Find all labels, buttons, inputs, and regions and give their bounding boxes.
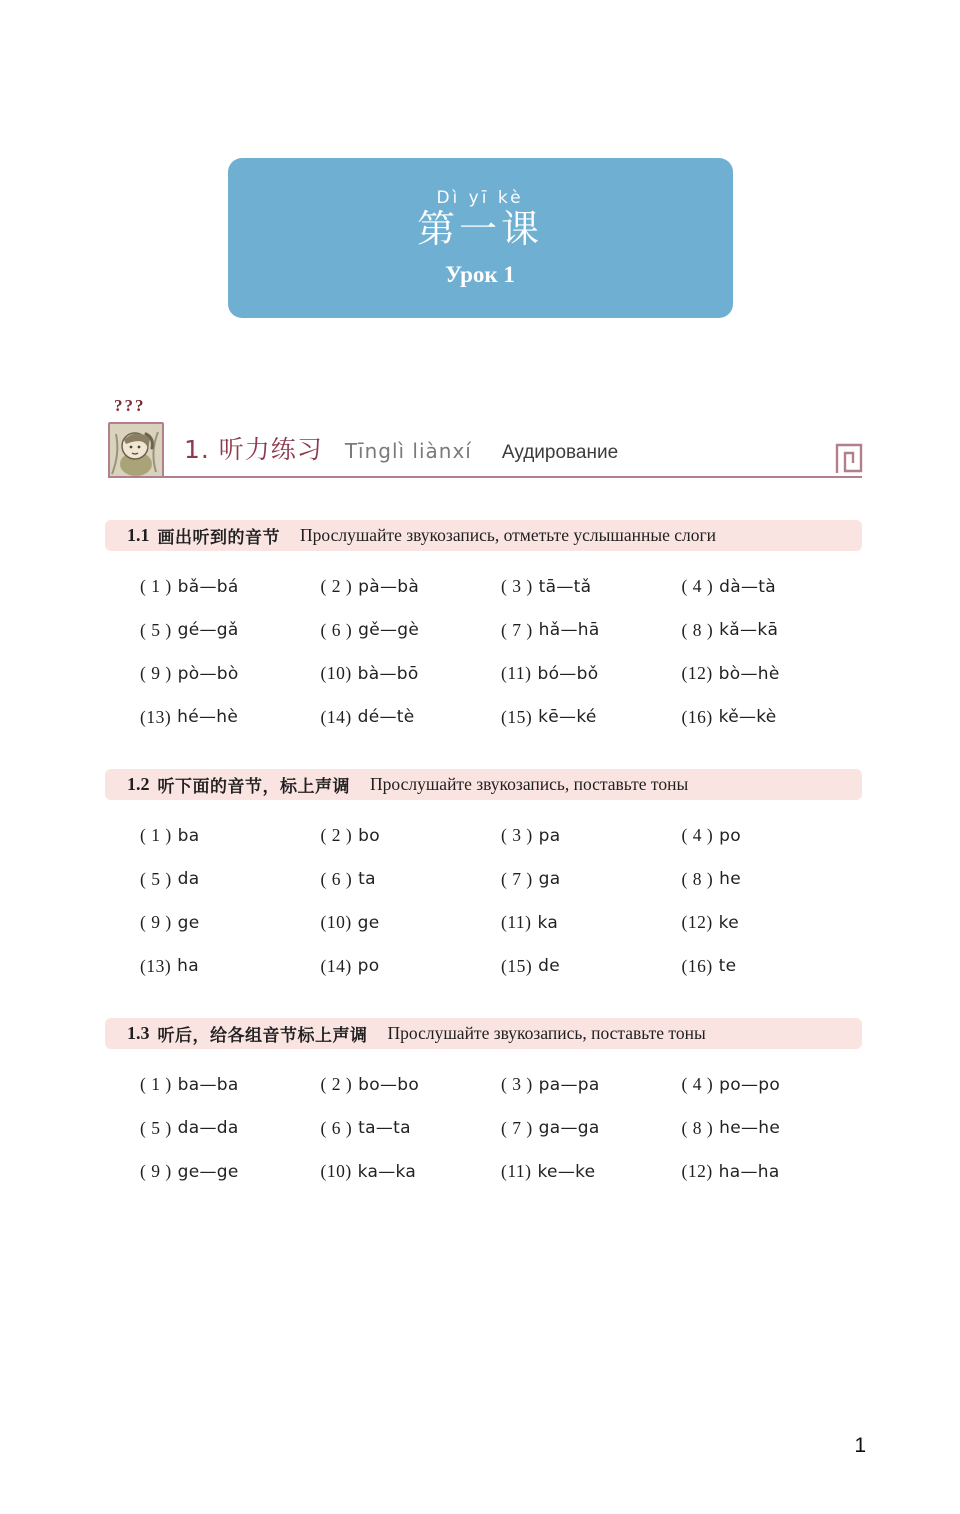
item-syllables: he (719, 869, 741, 890)
syllable-item (682, 565, 863, 609)
syllable-item (140, 609, 321, 653)
item-syllables: hǎ—hā (538, 620, 600, 641)
syllable-item (140, 1063, 321, 1107)
item-syllables: gě—gè (358, 620, 420, 641)
item-number: ( 1 ) (140, 576, 172, 597)
item-syllables: de (538, 956, 561, 977)
item-number: (16) (681, 955, 713, 976)
syllable-item (501, 1107, 682, 1151)
exercise-title-chinese: 听后，给各组音节标上声调 (157, 1026, 368, 1046)
section-title-chinese: 1. 听力练习 (184, 435, 323, 464)
greek-key-spiral-icon (835, 441, 863, 478)
syllable-item (321, 652, 502, 696)
syllable-item (321, 696, 502, 740)
item-number: (10) (320, 663, 352, 684)
item-number: ( 7 ) (501, 619, 533, 640)
item-number: (13) (140, 706, 172, 727)
item-syllables: bo—bo (358, 1074, 420, 1095)
item-number: ( 4 ) (681, 576, 714, 597)
item-syllables: ba—ba (177, 1074, 239, 1095)
item-number: ( 8 ) (681, 619, 714, 640)
syllable-item (140, 945, 321, 989)
item-syllables: ka—ka (357, 1161, 417, 1182)
syllable-item (682, 609, 863, 653)
syllable-item (682, 1107, 863, 1151)
item-number: (16) (681, 706, 713, 727)
section-title-russian: Аудирование (501, 442, 619, 463)
item-number: ( 5 ) (140, 619, 172, 640)
syllable-item (321, 901, 502, 945)
syllable-item (501, 1150, 682, 1194)
item-number: ( 2 ) (320, 825, 353, 846)
item-number: ( 2 ) (320, 576, 353, 597)
syllable-item (501, 814, 682, 858)
exercise-1-2-grid (140, 800, 862, 988)
item-syllables: ba (177, 825, 200, 846)
item-syllables: pò—bò (177, 663, 239, 684)
item-syllables: pa (538, 825, 561, 846)
item-number: ( 9 ) (140, 912, 172, 933)
exercise-title-chinese: 听下面的音节，标上声调 (157, 777, 350, 797)
item-number: ( 9 ) (140, 1161, 172, 1182)
syllable-item (682, 814, 863, 858)
item-syllables: ge (177, 912, 200, 933)
thinking-person-icon (108, 422, 164, 478)
page-number: 1 (854, 1434, 866, 1457)
item-number: ( 5 ) (140, 868, 172, 889)
item-number: (12) (681, 663, 713, 684)
syllable-item (682, 696, 863, 740)
item-number: ( 3 ) (501, 825, 533, 846)
item-number: ( 1 ) (140, 1074, 172, 1095)
lesson-pinyin: Dì yī kè (436, 188, 524, 209)
item-syllables: ha—ha (718, 1161, 780, 1182)
item-syllables: ke—ke (537, 1161, 596, 1182)
item-number: ( 6 ) (320, 619, 353, 640)
item-number: (12) (681, 1161, 713, 1182)
section-header (108, 396, 862, 478)
exercise-number: 1.3 (127, 1023, 150, 1043)
item-syllables: dé—tè (357, 707, 415, 728)
exercise-number: 1.2 (127, 774, 150, 794)
exercise-1-1-grid (140, 551, 862, 739)
item-number: (14) (320, 955, 352, 976)
item-syllables: po (357, 956, 380, 977)
item-syllables: bo (358, 825, 380, 846)
item-number: ( 7 ) (501, 1117, 533, 1138)
item-number: ( 3 ) (501, 576, 533, 597)
syllable-item (140, 814, 321, 858)
item-syllables: bó—bǒ (537, 663, 599, 684)
syllable-item (321, 814, 502, 858)
syllable-item (682, 1063, 863, 1107)
item-syllables: po—po (719, 1074, 781, 1095)
syllable-item (321, 858, 502, 902)
item-number: ( 4 ) (681, 1074, 714, 1095)
syllable-item (682, 901, 863, 945)
item-syllables: gé—gǎ (177, 620, 239, 641)
lesson-title-chinese: 第一课 (416, 207, 543, 252)
exercise-title-russian: Прослушайте звукозапись, поставьте тоны (370, 774, 689, 794)
exercise-1-3-header (105, 1018, 862, 1049)
syllable-item (501, 609, 682, 653)
item-syllables: da (177, 869, 200, 890)
item-number: ( 6 ) (320, 1117, 353, 1138)
item-syllables: tā—tǎ (538, 576, 592, 597)
item-syllables: te (718, 956, 737, 977)
syllable-item (140, 901, 321, 945)
syllable-item (501, 652, 682, 696)
syllable-item (140, 652, 321, 696)
item-syllables: he—he (719, 1118, 781, 1139)
section-icon-wrap (108, 396, 166, 476)
section-titles (166, 430, 618, 476)
item-number: ( 8 ) (681, 1117, 714, 1138)
item-syllables: dà—tà (719, 576, 776, 597)
item-syllables: pà—bà (358, 576, 420, 597)
syllable-item (140, 858, 321, 902)
item-number: ( 9 ) (140, 663, 172, 684)
syllable-item (321, 1063, 502, 1107)
syllable-item (321, 565, 502, 609)
item-syllables: po (719, 825, 741, 846)
lesson-title-russian: Урок 1 (445, 261, 515, 287)
item-syllables: ta (358, 869, 376, 890)
item-syllables: ha (177, 956, 199, 977)
syllable-item (321, 609, 502, 653)
item-syllables: ge (357, 912, 380, 933)
exercise-1-3-grid (140, 1049, 862, 1194)
syllable-item (501, 858, 682, 902)
item-number: (14) (320, 706, 352, 727)
syllable-item (501, 1063, 682, 1107)
syllable-item (682, 858, 863, 902)
syllable-item (140, 696, 321, 740)
item-number: (11) (501, 1161, 532, 1182)
item-syllables: bǎ—bá (177, 576, 239, 597)
item-syllables: ge—ge (177, 1161, 239, 1182)
item-syllables: ga—ga (538, 1118, 600, 1139)
syllable-item (501, 565, 682, 609)
item-syllables: kǎ—kā (719, 620, 779, 641)
item-number: (10) (320, 912, 352, 933)
syllable-item (682, 1150, 863, 1194)
item-number: ( 4 ) (681, 825, 714, 846)
item-number: ( 7 ) (501, 868, 533, 889)
syllable-item (321, 945, 502, 989)
item-syllables: hé—hè (177, 707, 239, 728)
lesson-title-box (228, 158, 733, 318)
exercise-title-russian: Прослушайте звукозапись, поставьте тоны (387, 1023, 706, 1043)
syllable-item (501, 696, 682, 740)
exercise-1-1-header (105, 520, 862, 551)
item-number: (10) (320, 1161, 352, 1182)
section-title-pinyin: Tīnglì liànxí (344, 439, 472, 463)
item-number: ( 3 ) (501, 1074, 533, 1095)
item-number: (12) (681, 912, 713, 933)
syllable-item (501, 901, 682, 945)
item-syllables: bà—bō (357, 663, 419, 684)
item-number: ( 8 ) (681, 868, 714, 889)
item-number: (15) (501, 955, 533, 976)
syllable-item (682, 652, 863, 696)
syllable-item (140, 565, 321, 609)
item-number: ( 2 ) (320, 1074, 353, 1095)
exercise-title-russian: Прослушайте звукозапись, отметьте услышанные слоги (300, 525, 717, 545)
exercise-number: 1.1 (127, 525, 150, 545)
syllable-item (321, 1107, 502, 1151)
item-number: ( 5 ) (140, 1117, 172, 1138)
item-syllables: ka (537, 912, 559, 933)
exercise-title-chinese: 画出听到的音节 (157, 528, 280, 548)
syllable-item (682, 945, 863, 989)
item-syllables: da—da (177, 1118, 239, 1139)
exercise-1-2-header (105, 769, 862, 800)
item-syllables: ke (718, 912, 739, 933)
syllable-item (140, 1107, 321, 1151)
syllable-item (501, 945, 682, 989)
item-number: ( 6 ) (320, 868, 353, 889)
item-number: (11) (501, 663, 532, 684)
syllable-item (321, 1150, 502, 1194)
item-syllables: kě—kè (718, 707, 777, 728)
syllable-item (140, 1150, 321, 1194)
item-number: (15) (501, 706, 533, 727)
item-number: (11) (501, 912, 532, 933)
question-marks: ??? (114, 396, 146, 415)
item-syllables: ta—ta (358, 1118, 411, 1139)
item-syllables: kē—ké (538, 707, 597, 728)
item-syllables: pa—pa (538, 1074, 600, 1095)
item-syllables: bò—hè (718, 663, 780, 684)
item-number: (13) (140, 955, 172, 976)
item-number: ( 1 ) (140, 825, 172, 846)
item-syllables: ga (538, 869, 561, 890)
